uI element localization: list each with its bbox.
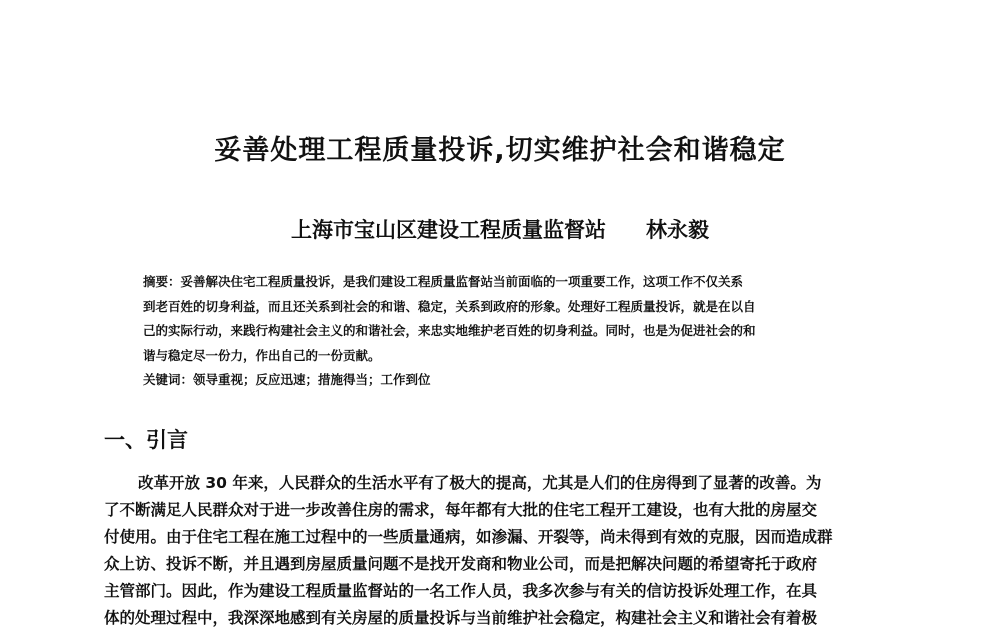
section-body — [104, 470, 916, 632]
abstract — [143, 270, 888, 393]
body-line: 体的处理过程中，我深深地感到有关房屋的质量投诉与当前维护社会稳定，构建社会主义和谐社会有着极 — [104, 609, 818, 627]
keywords-label: 关键词： — [143, 372, 194, 387]
body-line: 主管部门。因此，作为建设工程质量监督站的一名工作人员，我多次参与有关的信访投诉处理工作，在具 — [104, 582, 818, 600]
abstract-line — [143, 270, 888, 295]
abstract-line: 到老百姓的切身利益，而且还关系到社会的和谐、稳定，关系到政府的形象。处理好工程质量投诉，就是在以自 — [143, 298, 756, 314]
abstract-text: 妥善解决住宅工程质量投诉，是我们建设工程质量监督站当前面临的一项重要工作，这项工作不仅关系 — [180, 274, 744, 289]
keywords-line — [143, 368, 888, 393]
section-heading: 一、引言 — [104, 428, 188, 452]
byline — [0, 214, 1000, 244]
body-line: 付使用。由于住宅工程在施工过程中的一些质量通病，如渗漏、开裂等，尚未得到有效的克服，因而造成群 — [104, 528, 833, 546]
body-line: 众上访、投诉不断，并且遇到房屋质量问题不是找开发商和物业公司，而是把解决问题的希望寄托于政府 — [104, 555, 818, 573]
author-name: 林永毅 — [646, 217, 709, 242]
keywords-text: 领导重视；反应迅速；措施得当；工作到位 — [193, 372, 431, 387]
abstract-line: 谐与稳定尽一份力，作出自己的一份贡献。 — [143, 347, 381, 363]
body-line: 改革开放 30 年来，人民群众的生活水平有了极大的提高，尤其是人们的住房得到了显著的改善。为 — [138, 474, 822, 492]
author-organization: 上海市宝山区建设工程质量监督站 — [291, 217, 606, 242]
paper-title: 妥善处理工程质量投诉,切实维护社会和谐稳定 — [214, 135, 786, 166]
abstract-line: 己的实际行动，来践行构建社会主义的和谐社会，来忠实地维护老百姓的切身利益。同时，也是为促进社会的和 — [143, 323, 756, 338]
body-line: 了不断满足人民群众对于进一步改善住房的需求，每年都有大批的住宅工程开工建设，也有大批的房屋交 — [104, 501, 818, 519]
abstract-label: 摘要： — [143, 274, 181, 289]
